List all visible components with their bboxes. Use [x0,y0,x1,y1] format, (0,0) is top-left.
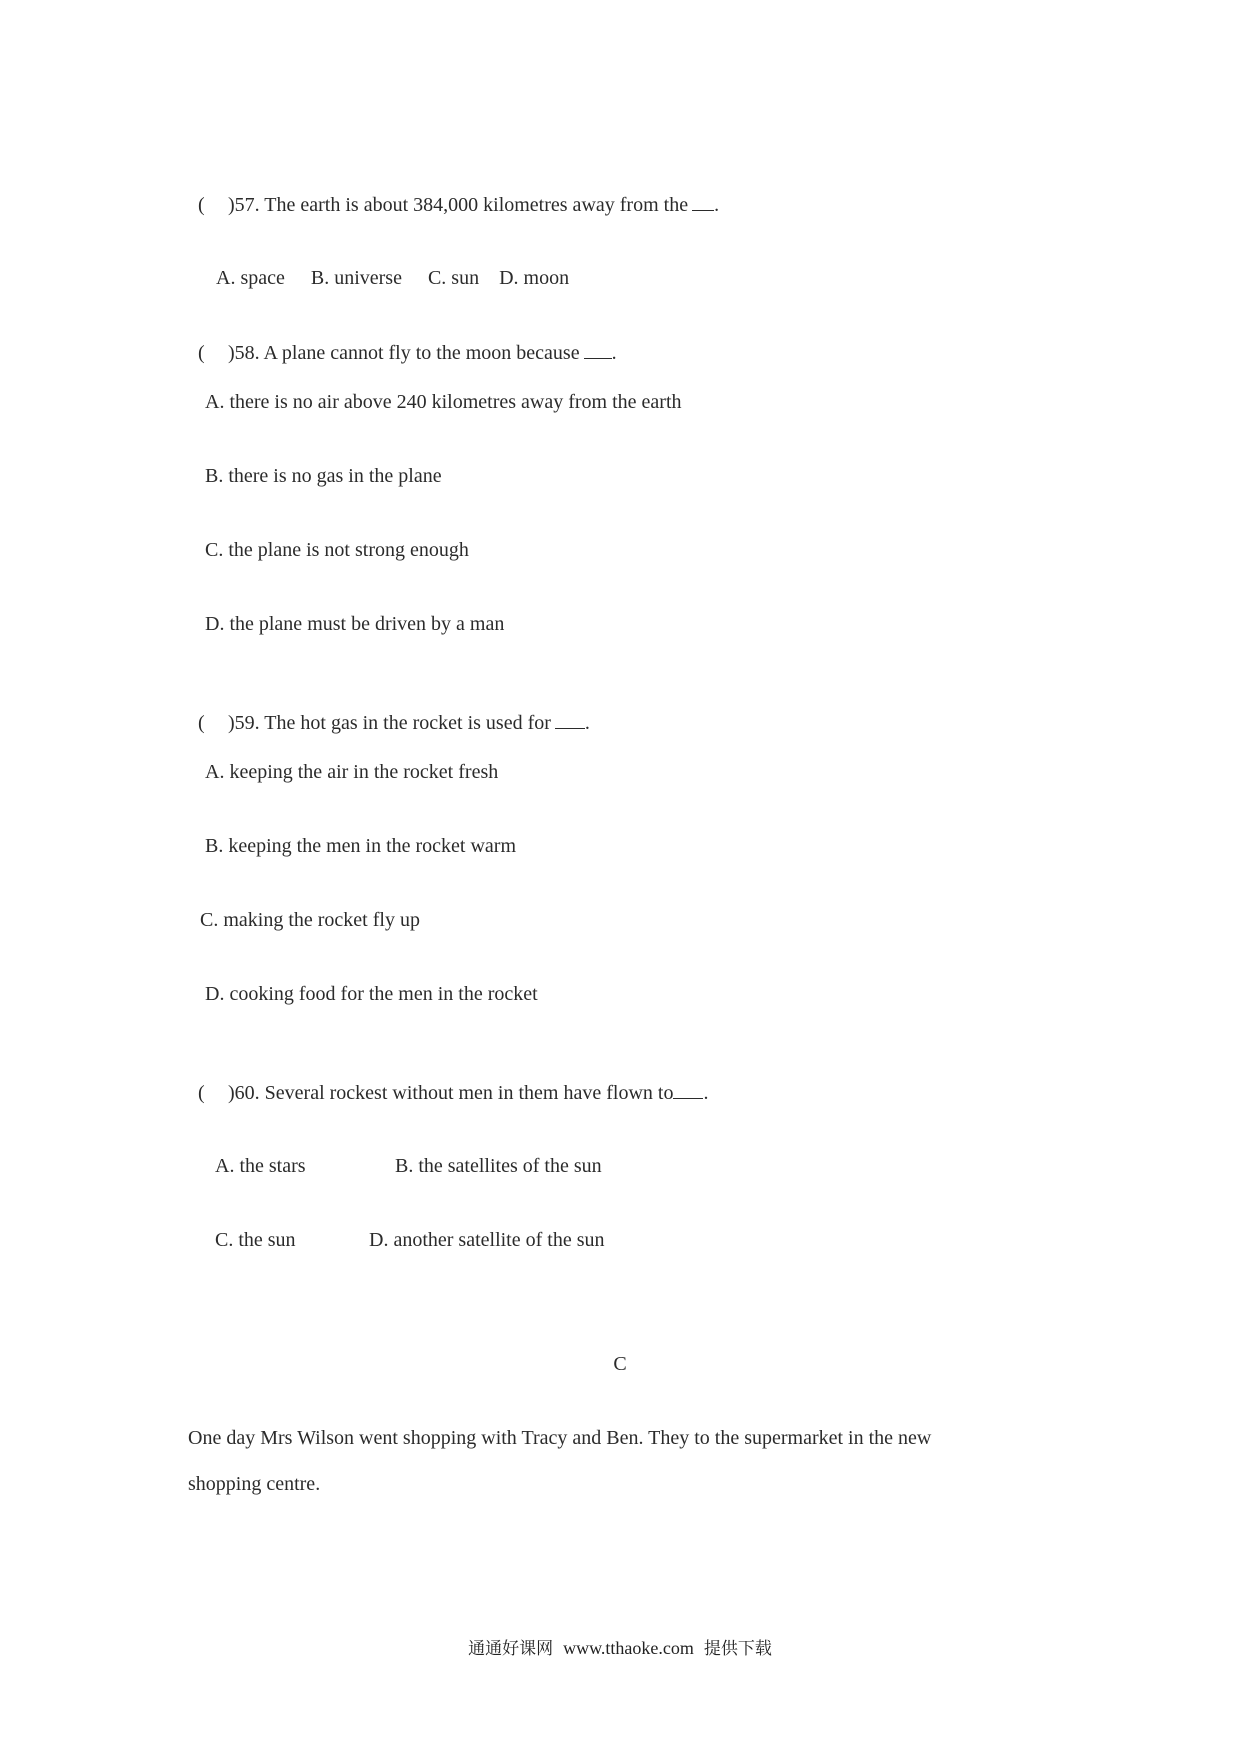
question-text: )59. The hot gas in the rocket is used for [228,712,551,734]
question-60-options-row2 [205,1204,605,1252]
question-60-options-row1 [205,1130,602,1178]
answer-paren: ( [198,1082,205,1104]
answer-paren: ( [198,342,205,364]
option-c: C. the sun [215,1229,296,1251]
question-59-option-a: A. keeping the air in the rocket fresh [205,761,499,783]
question-text: )57. The earth is about 384,000 kilometres away from the [228,194,689,216]
passage-line-2: shopping centre. [188,1473,321,1495]
question-59-option-b: B. keeping the men in the rocket warm [205,835,517,857]
question-58-stem [188,316,617,365]
answer-blank [584,340,612,359]
answer-blank [555,710,585,729]
question-60-stem [188,1056,708,1105]
option-c: C. sun [427,267,480,289]
footer-suffix: 提供下载 [703,1639,772,1659]
question-end: . [584,712,590,734]
option-d: D. another satellite of the sun [369,1229,605,1251]
question-57-options [206,242,569,290]
option-a: A. space [216,267,285,289]
option-b: B. the satellites of the sun [395,1155,602,1177]
question-59-option-d: D. cooking food for the men in the rocket [205,983,538,1005]
question-59-stem [188,686,590,735]
question-end: . [714,194,720,216]
answer-blank [692,192,714,211]
answer-paren: ( [198,194,205,216]
page-footer [0,1634,1240,1659]
question-end: . [703,1082,709,1104]
footer-site-name: 通通好课网 [468,1639,554,1659]
answer-paren: ( [198,712,205,734]
passage-line-1: One day Mrs Wilson went shopping with Tracy and Ben. They to the supermarket in the new [188,1427,932,1449]
section-heading: C [613,1353,627,1375]
question-text: )60. Several rockest without men in them have flown to [228,1082,674,1104]
question-end: . [611,342,617,364]
question-58-option-c: C. the plane is not strong enough [205,539,469,561]
question-58-option-d: D. the plane must be driven by a man [205,613,505,635]
option-d: D. moon [499,267,570,289]
option-a: A. the stars [215,1155,306,1177]
question-59-option-c: C. making the rocket fly up [200,909,420,931]
footer-url[interactable]: www.tthaoke.com [563,1638,694,1658]
option-b: B. universe [310,267,402,289]
question-57-stem [188,168,719,217]
question-text: )58. A plane cannot fly to the moon because [228,342,580,364]
question-58-option-b: B. there is no gas in the plane [205,465,442,487]
question-58-option-a: A. there is no air above 240 kilometres away from the earth [205,391,682,413]
answer-blank [673,1080,703,1099]
